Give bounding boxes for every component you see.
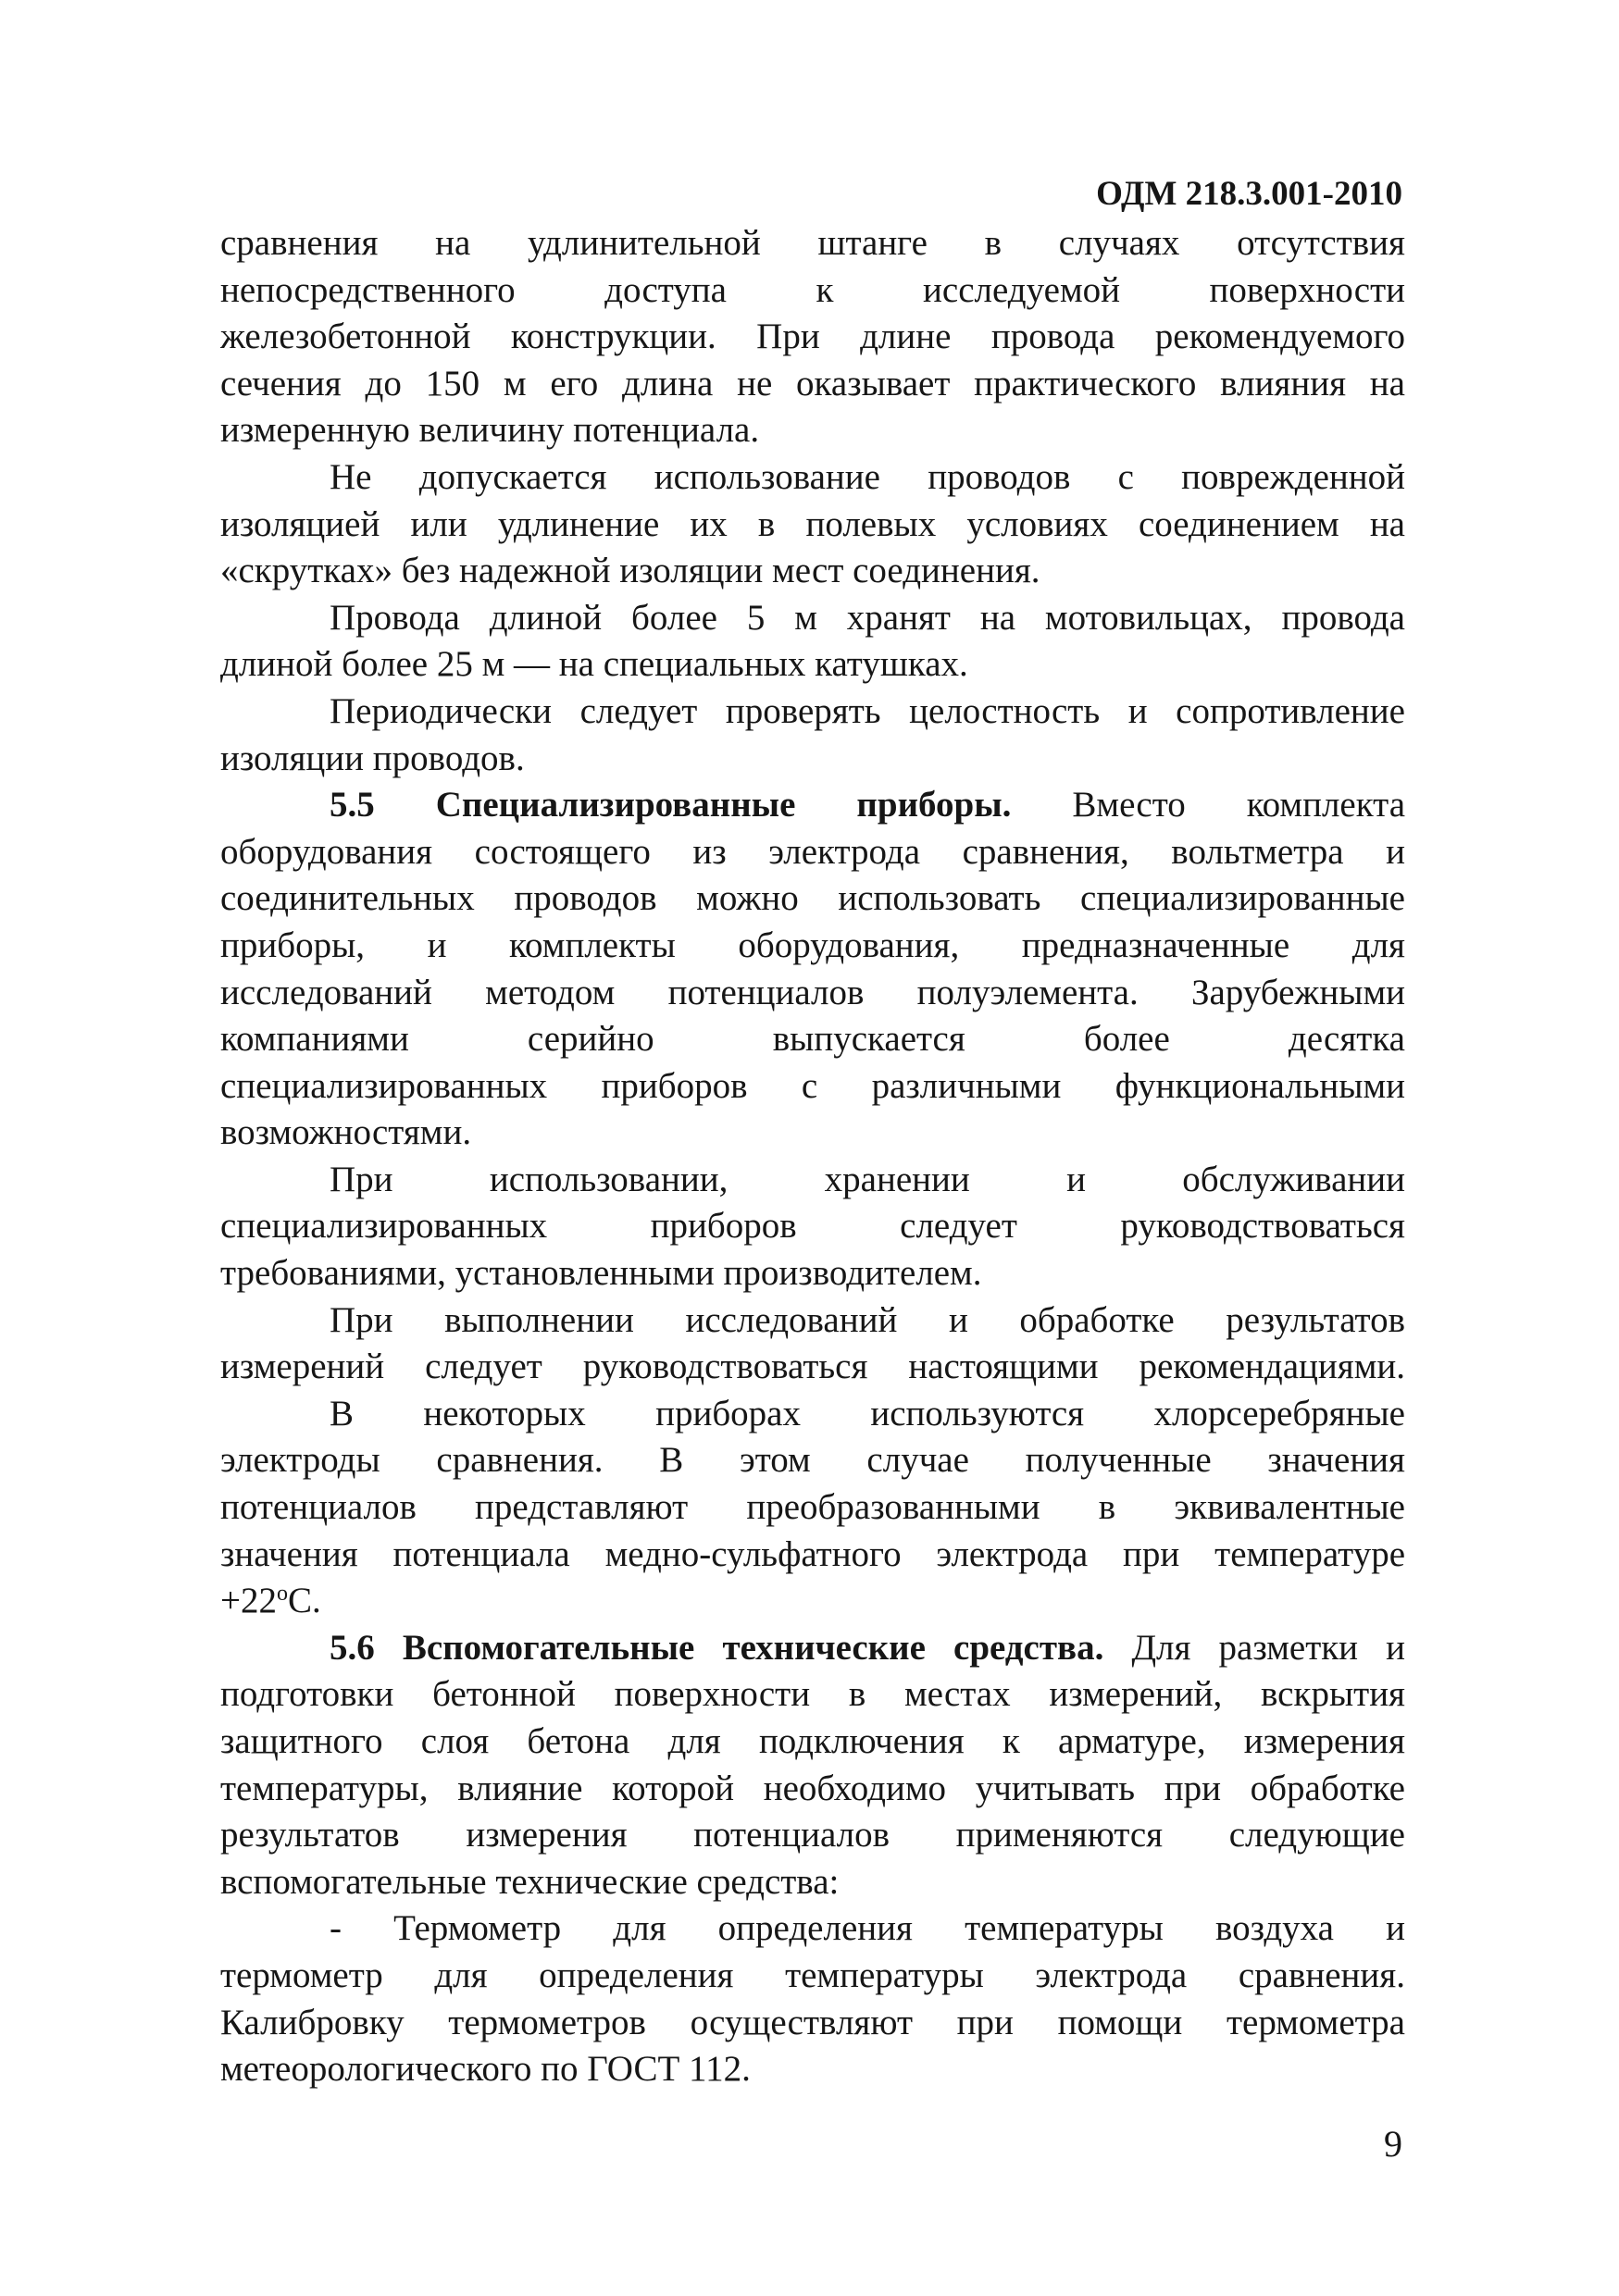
- text-line: результатов измерения потенциалов применяются следующие: [220, 1815, 1405, 1855]
- text-line: изоляцией или удлинение их в полевых условиях соединением на: [220, 503, 1405, 544]
- text-line: железобетонной конструкции. При длине провода рекомендуемого: [220, 316, 1405, 357]
- text-line: компаниями серийно выпускается более десятка: [220, 1019, 1405, 1060]
- text-line: приборы, и комплекты оборудования, предназначенные для: [220, 925, 1405, 965]
- temperature-value: +22: [220, 1581, 277, 1621]
- text-line: исследований методом потенциалов полуэлемента. Зарубежными: [220, 972, 1405, 1012]
- text-line: «скрутках» без надежной изоляции мест соединения.: [220, 551, 1040, 591]
- text-line: Периодически следует проверять целостность и сопротивление: [330, 690, 1405, 731]
- text-line: сравнения на удлинительной штанге в случаях отсутствия: [220, 223, 1405, 263]
- degree-sign: о: [277, 1582, 288, 1607]
- text-line: температуры, влияние которой необходимо учитывать при обработке: [220, 1768, 1405, 1808]
- text-line: значения потенциала медно-сульфатного электрода при температуре: [220, 1533, 1405, 1574]
- text-line: потенциалов представляют преобразованными в эквивалентные: [220, 1487, 1405, 1528]
- text-line: возможностями.: [220, 1112, 472, 1153]
- text-line: измеренную величину потенциала.: [220, 410, 760, 451]
- text-line: Не допускается использование проводов с поврежденной: [330, 456, 1405, 497]
- text-line: оборудования состоящего из электрода сравнения, вольтметра и: [220, 831, 1405, 872]
- text-line: измерений следует руководствоваться настоящими рекомендациями.: [220, 1347, 1405, 1387]
- text-line: подготовки бетонной поверхности в местах измерений, вскрытия: [220, 1674, 1405, 1715]
- text-line: сечения до 150 м его длина не оказывает практического влияния на: [220, 363, 1405, 403]
- text-line: Провода длиной более 5 м хранят на мотовильцах, провода: [330, 597, 1405, 638]
- page-number: 9: [1384, 2123, 1402, 2165]
- text-line-span: Вместо комплекта: [1072, 785, 1405, 825]
- text-line: метеорологического по ГОСТ 112.: [220, 2049, 751, 2090]
- text-line: специализированных приборов следует руководствоваться: [220, 1206, 1405, 1247]
- text-line: - Термометр для определения температуры воздуха и: [330, 1908, 1405, 1949]
- text-line: электроды сравнения. В этом случае полученные значения: [220, 1440, 1405, 1481]
- text-line: изоляции проводов.: [220, 738, 525, 778]
- text-line: При использовании, хранении и обслуживании: [330, 1159, 1405, 1199]
- temperature-line: [220, 1578, 1405, 1625]
- text-line: длиной более 25 м — на специальных катушках.: [220, 644, 968, 685]
- text-line: непосредственного доступа к исследуемой поверхности: [220, 269, 1405, 310]
- text-line: вспомогательные технические средства:: [220, 1861, 840, 1902]
- temperature-unit: С.: [288, 1581, 321, 1621]
- text-line: соединительных проводов можно использовать специализированные: [220, 878, 1405, 919]
- section-5-6-line: [220, 1625, 1405, 1672]
- text-line: требованиями, установленными производителем.: [220, 1253, 982, 1294]
- section-5-5-line: [220, 782, 1405, 829]
- text-line: Калибровку термометров осуществляют при помощи термометра: [220, 2002, 1405, 2042]
- text-line-span: Для разметки и: [1131, 1627, 1405, 1668]
- section-heading-5-6: 5.6 Вспомогательные технические средства.: [330, 1627, 1104, 1668]
- text-line: термометр для определения температуры электрода сравнения.: [220, 1955, 1405, 1995]
- body-text: [220, 220, 1405, 2093]
- text-line: В некоторых приборах используются хлорсеребряные: [330, 1393, 1405, 1433]
- text-line: защитного слоя бетона для подключения к арматуре, измерения: [220, 1721, 1405, 1761]
- text-line: специализированных приборов с различными функциональными: [220, 1065, 1405, 1106]
- section-heading-5-5: 5.5 Специализированные приборы.: [330, 785, 1012, 825]
- text-line: При выполнении исследований и обработке результатов: [330, 1299, 1405, 1340]
- document-code: ОДМ 218.3.001-2010: [1096, 175, 1402, 213]
